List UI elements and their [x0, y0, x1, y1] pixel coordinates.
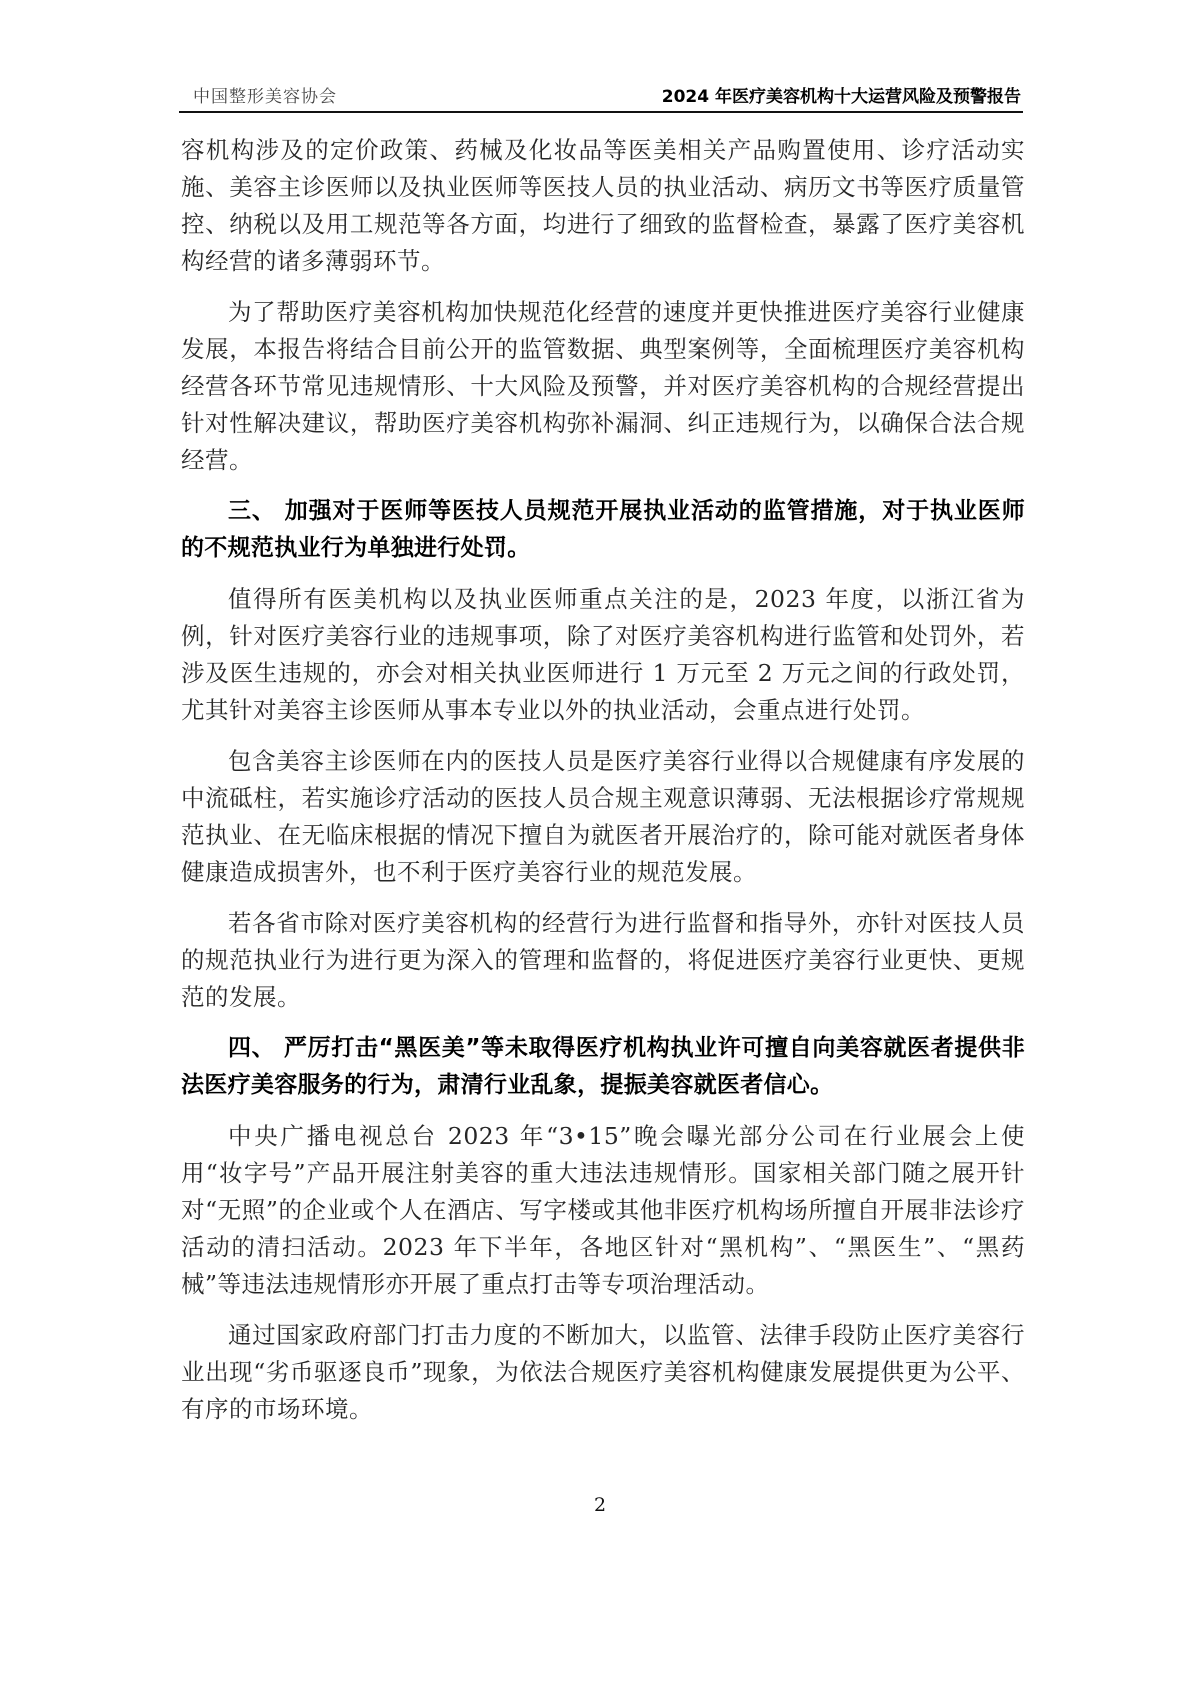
page-number: 2 — [593, 1494, 607, 1516]
paragraph-315-gala: 中央广播电视总台 2023 年“3•15”晚会曝光部分公司在行业展会上使用“妆字号”产品开展注射美容的重大违法违规情形。国家相关部门随之展开针对“无照”的企业或个人在酒店、写字楼或其他非医疗机构场所擅自开展非法诊疗活动的清扫活动。2023 年下半年，各地区针对“黑机构”、“黑医生”、“黑药械”等违法违规情形亦开展了重点打击等专项治理活动。 — [181, 1122, 1025, 1298]
section-heading-3: 三、 加强对于医师等医技人员规范开展执业活动的监管措施，对于执业医师的不规范执业行为单独进行处罚。 — [181, 498, 1025, 561]
paragraph-report-purpose: 为了帮助医疗美容机构加快规范化经营的速度并更快推进医疗美容行业健康发展，本报告将结合目前公开的监管数据、典型案例等，全面梳理医疗美容机构经营各环节常见违规情形、十大风险及预警，并对医疗美容机构的合规经营提出针对性解决建议，帮助医疗美容机构弥补漏洞、纠正违规行为，以确保合法合规经营。 — [181, 298, 1025, 474]
page-body — [181, 132, 1025, 1442]
header-report-title: 2024 年医疗美容机构十大运营风险及预警报告 — [661, 87, 1021, 107]
paragraph-market-environment: 通过国家政府部门打击力度的不断加大，以监管、法律手段防止医疗美容行业出现“劣币驱逐良币”现象，为依法合规医疗美容机构健康发展提供更为公平、有序的市场环境。 — [181, 1321, 1025, 1423]
paragraph-supervision: 若各省市除对医疗美容机构的经营行为进行监督和指导外，亦针对医技人员的规范执业行为进行更为深入的管理和监督的，将促进医疗美容行业更快、更规范的发展。 — [181, 909, 1025, 1011]
paragraph-zhejiang-example: 值得所有医美机构以及执业医师重点关注的是，2023 年度，以浙江省为例，针对医疗美容行业的违规事项，除了对医疗美容机构进行监管和处罚外，若涉及医生违规的，亦会对相关执业医师进行 1 万元至 2 万元之间的行政处罚，尤其针对美容主诊医师从事本专业以外的执业活动，会重点进行处罚。 — [181, 585, 1025, 724]
page-header — [179, 82, 1023, 113]
section-heading-4: 四、 严厉打击“黑医美”等未取得医疗机构执业许可擅自向美容就医者提供非法医疗美容服务的行为，肃清行业乱象，提振美容就医者信心。 — [181, 1035, 1025, 1098]
paragraph-medical-staff: 包含美容主诊医师在内的医技人员是医疗美容行业得以合规健康有序发展的中流砥柱，若实施诊疗活动的医技人员合规主观意识薄弱、无法根据诊疗常规规范执业、在无临床根据的情况下擅自为就医者开展治疗的，除可能对就医者身体健康造成损害外，也不利于医疗美容行业的规范发展。 — [181, 747, 1025, 886]
paragraph-continued: 容机构涉及的定价政策、药械及化妆品等医美相关产品购置使用、诊疗活动实施、美容主诊医师以及执业医师等医技人员的执业活动、病历文书等医疗质量管控、纳税以及用工规范等各方面，均进行了细致的监督检查，暴露了医疗美容机构经营的诸多薄弱环节。 — [181, 136, 1025, 275]
header-organization: 中国整形美容协会 — [193, 87, 337, 107]
